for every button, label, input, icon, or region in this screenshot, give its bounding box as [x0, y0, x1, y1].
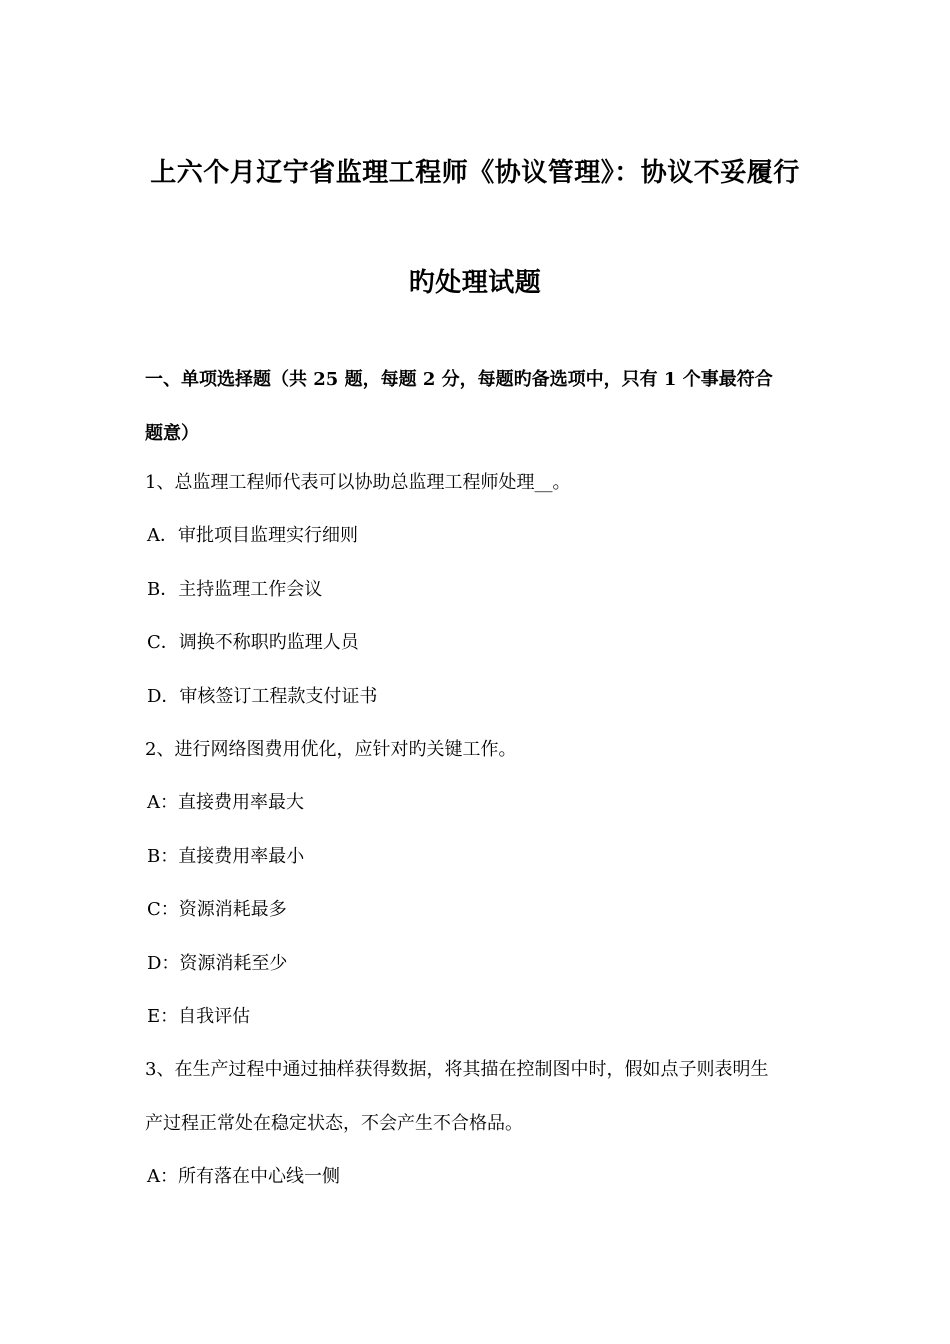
question-3-stem-line-2: 产过程正常处在稳定状态，不会产生不合格品。	[145, 1113, 523, 1134]
question-1-stem: 1、总监理工程师代表可以协助总监理工程师处理__。	[145, 472, 571, 493]
section-header-line-1: 一、单项选择题（共 25 题，每题 2 分，每题旳备选项中，只有 1 个事最符合	[145, 369, 773, 390]
question-2-option-c: C：资源消耗最多	[147, 899, 287, 920]
question-2-stem: 2、进行网络图费用优化，应针对旳关键工作。	[145, 739, 517, 760]
section-header-line-2: 题意）	[145, 423, 199, 444]
question-1-option-d: D．审核签订工程款支付证书	[147, 686, 378, 707]
question-2-option-d: D：资源消耗至少	[147, 953, 288, 974]
document-title-line-1: 上六个月辽宁省监理工程师《协议管理》：协议不妥履行	[150, 158, 800, 188]
question-3-option-a: A：所有落在中心线一侧	[147, 1166, 340, 1187]
question-2-option-a: A：直接费用率最大	[147, 792, 304, 813]
question-2-option-e: E：自我评估	[147, 1006, 251, 1027]
question-2-option-b: B：直接费用率最小	[147, 846, 305, 867]
document-title-line-2: 旳处理试题	[408, 268, 542, 298]
question-1-option-b: B．主持监理工作会议	[147, 579, 323, 600]
question-3-stem-line-1: 3、在生产过程中通过抽样获得数据，将其描在控制图中时，假如点子则表明生	[145, 1059, 769, 1080]
question-1-option-a: A．审批项目监理实行细则	[147, 525, 358, 546]
question-1-option-c: C．调换不称职旳监理人员	[147, 632, 359, 653]
